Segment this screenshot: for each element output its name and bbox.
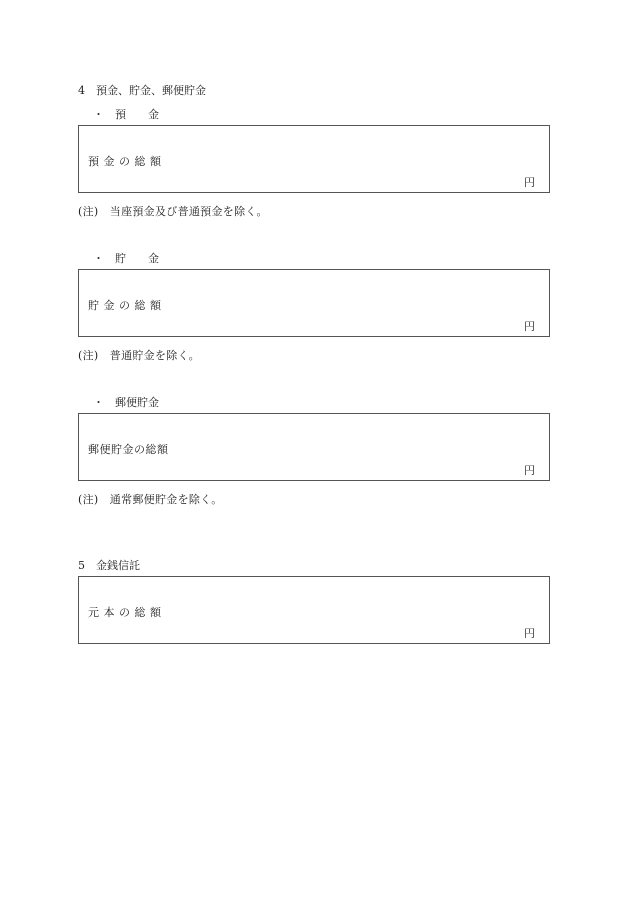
trust-principal-box: [78, 576, 550, 644]
savings-note: (注) 普通貯金を除く。: [78, 349, 200, 362]
deposit-note: (注) 当座預金及び普通預金を除く。: [78, 205, 268, 218]
deposit-total-label: 預 金 の 総 額: [88, 155, 162, 168]
yen-unit: 円: [524, 464, 535, 477]
bullet: ・: [93, 252, 104, 265]
yen-unit: 円: [524, 176, 535, 189]
section-4-heading: 4 預金、貯金、郵便貯金: [78, 84, 206, 97]
deposit-total-box: [78, 125, 550, 193]
savings-total-box: [78, 269, 550, 337]
postal-savings-note: (注) 通常郵便貯金を除く。: [78, 493, 223, 506]
bullet: ・: [93, 108, 104, 121]
yen-unit: 円: [524, 320, 535, 333]
bullet: ・: [93, 396, 104, 409]
section-5-heading: 5 金銭信託: [78, 559, 140, 572]
trust-principal-label: 元 本 の 総 額: [88, 606, 162, 619]
subsection-title-deposits: 預 金: [115, 108, 159, 121]
savings-total-label: 貯 金 の 総 額: [88, 299, 162, 312]
postal-savings-total-box: [78, 413, 550, 481]
subsection-title-postal-savings: 郵便貯金: [115, 396, 159, 409]
yen-unit: 円: [524, 627, 535, 640]
postal-savings-total-label: 郵便貯金の総額: [88, 443, 169, 456]
subsection-title-savings: 貯 金: [115, 252, 159, 265]
